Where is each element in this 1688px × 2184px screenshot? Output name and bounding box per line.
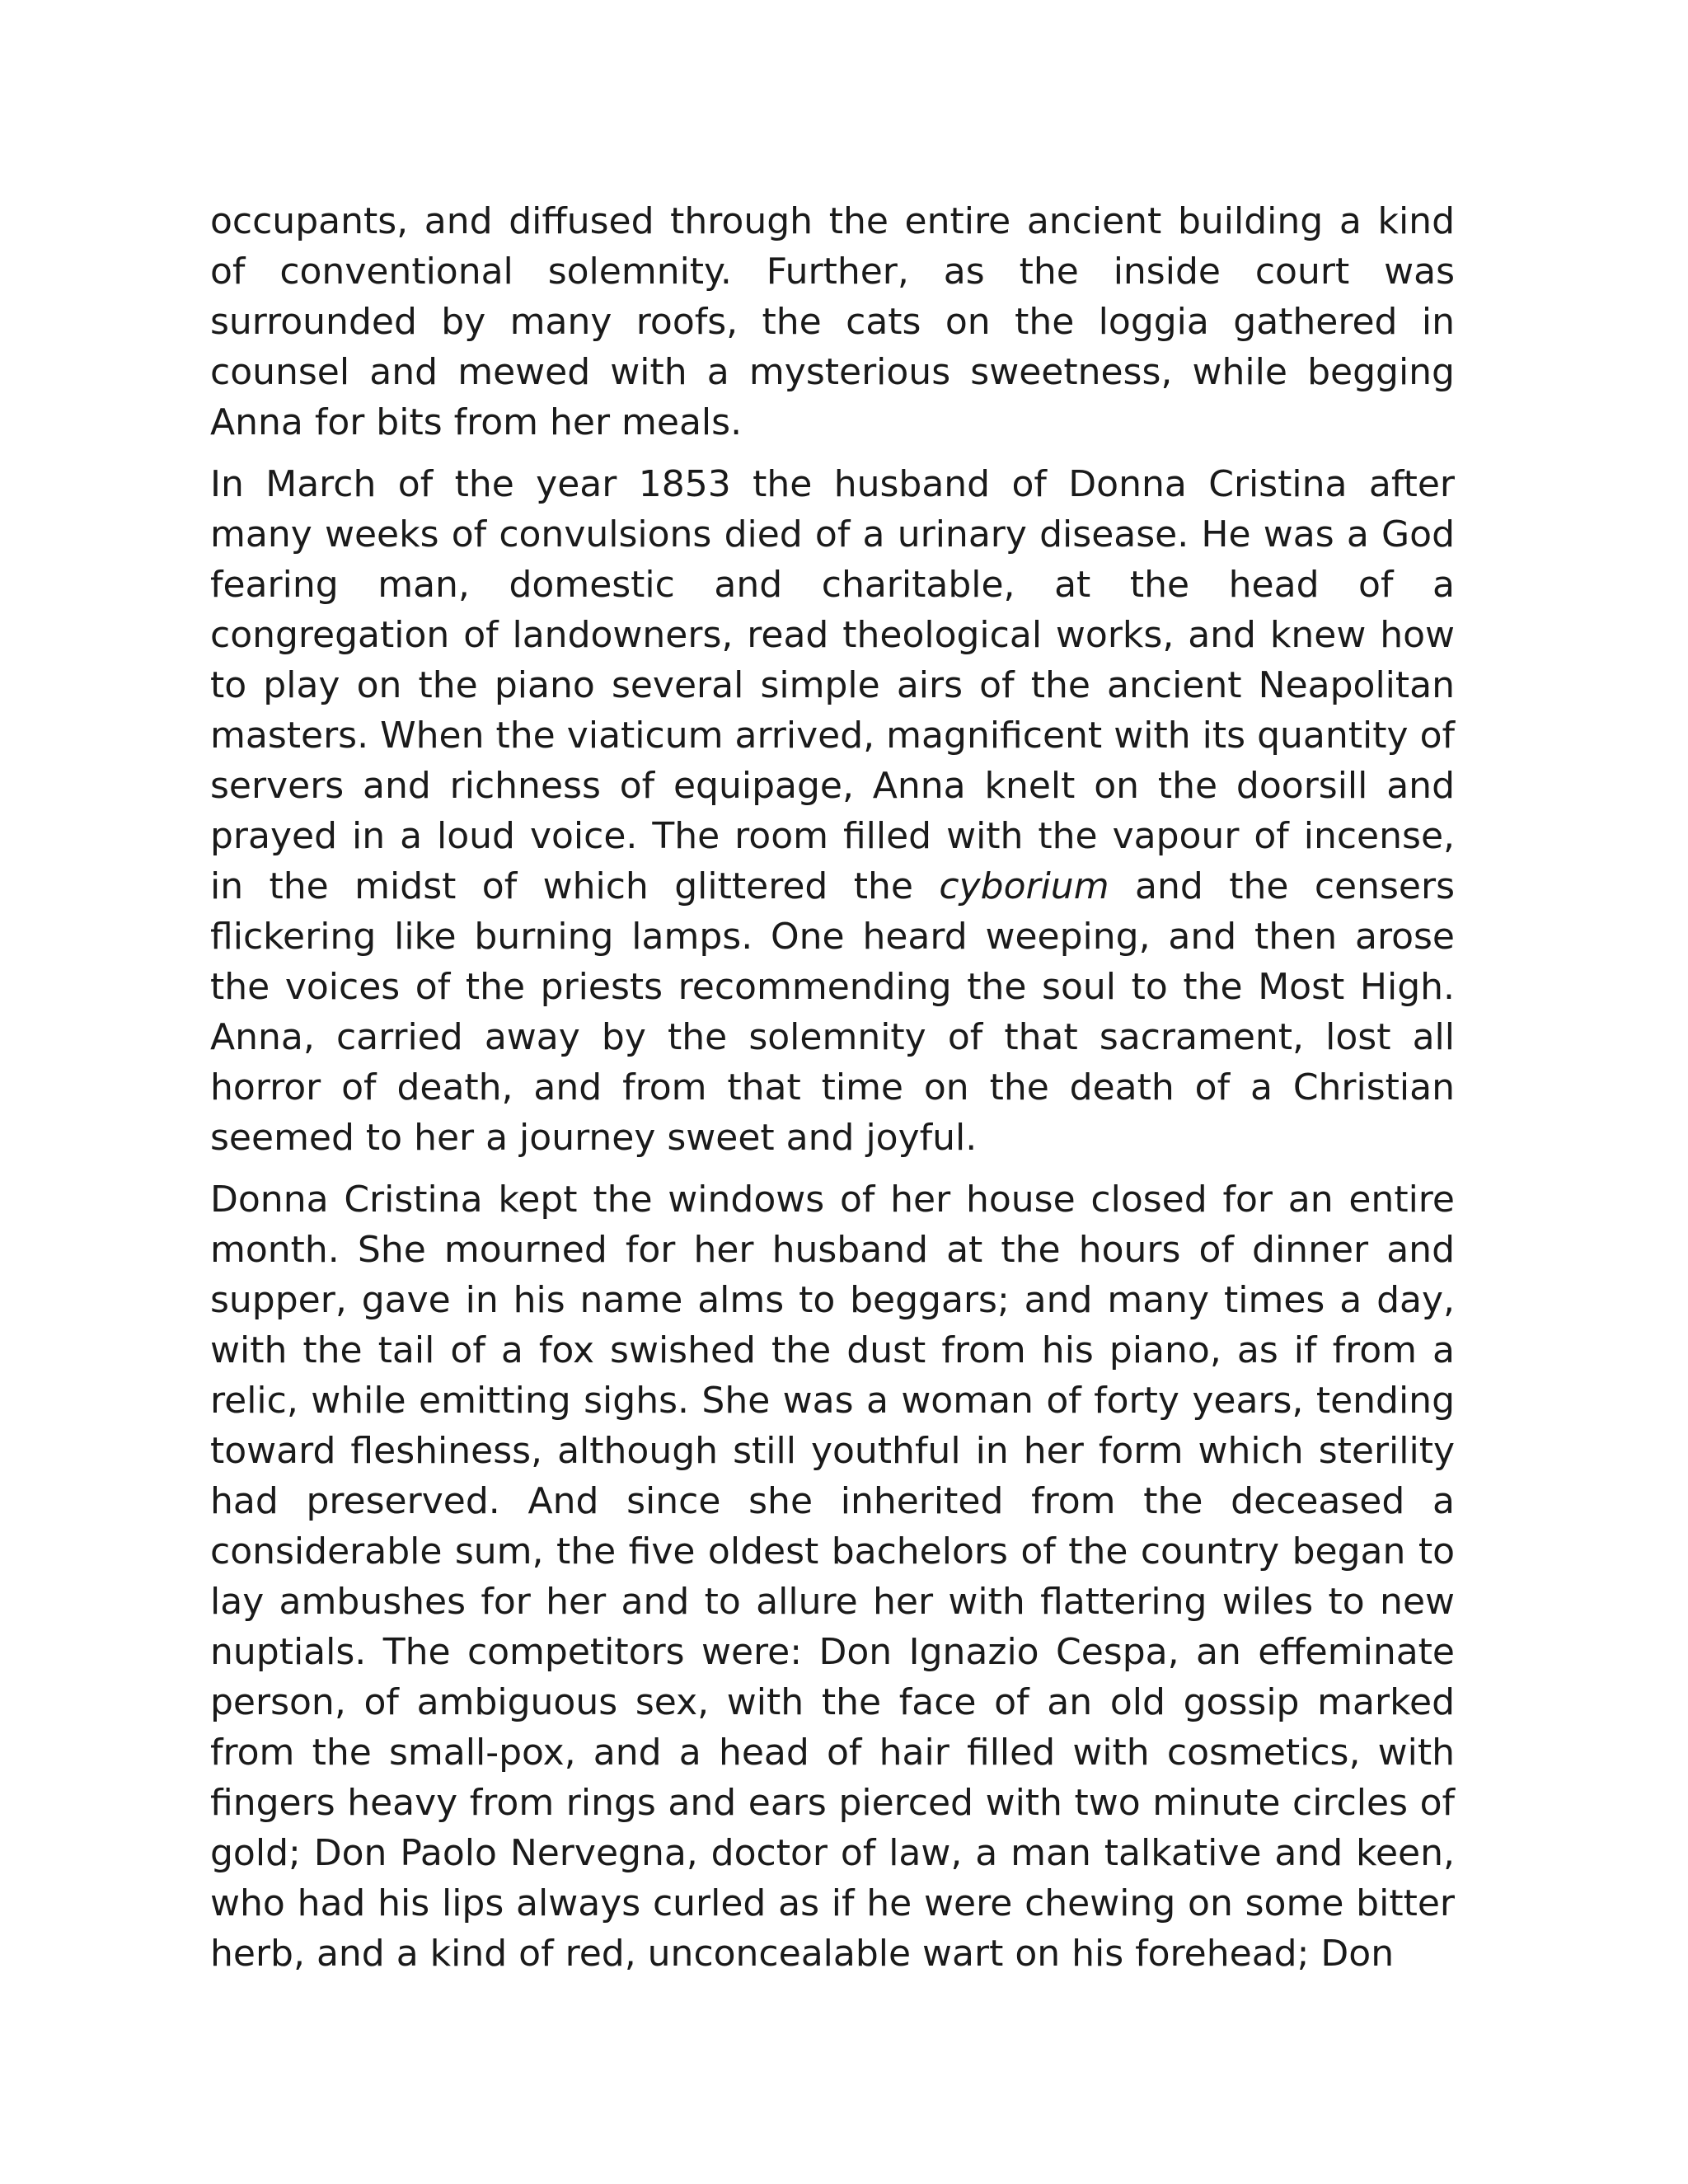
- body-text: [210, 196, 1455, 1979]
- paragraph: [210, 459, 1455, 1163]
- text-segment: and the censers flickering like burning lamps. One heard weeping, and then arose the voices of the priests recommending the soul to the Most High. Anna, carried away by the solemnity of that sacrament, lost all horror of death, and from that time on the death of a Christian seemed to her a journey sweet and joyful.: [210, 865, 1455, 1159]
- paragraph: [210, 1174, 1455, 1979]
- text-segment: Donna Cristina kept the windows of her house closed for an entire month. She mourned for her husband at the hours of dinner and supper, gave in his name alms to beggars; and many times a day, with the tail of a fox swished the dust from his piano, as if from a relic, while emitting sighs. She was a woman of forty years, tending toward fleshiness, although still youthful in her form which sterility had preserved. And since she inherited from the deceased a considerable sum, the five oldest bachelors of the country began to lay ambushes for her and to allure her with flattering wiles to new nuptials. The competitors were: Don Ignazio Cespa, an effeminate person, of ambiguous sex, with the face of an old gossip marked from the small-pox, and a head of hair filled with cosmetics, with fingers heavy from rings and ears pierced with two minute circles of gold; Don Paolo Nervegna, doctor of law, a man talkative and keen, who had his lips always curled as if he were chewing on some bitter herb, and a kind of red, unconcealable wart on his forehead; Don: [210, 1179, 1455, 1975]
- text-segment: In March of the year 1853 the husband of Donna Cristina after many weeks of convulsions died of a urinary disease. He was a God fearing man, domestic and charitable, at the head of a congregation of landowners, read theological works, and knew how to play on the piano several simple airs of the ancient Neapolitan masters. When the viaticum arrived, magnificent with its quantity of servers and richness of equipage, Anna knelt on the doorsill and prayed in a loud voice. The room filled with the vapour of incense, in the midst of which glittered the: [210, 463, 1455, 907]
- text-segment: occupants, and diffused through the entire ancient building a kind of conventional solemnity. Further, as the inside court was surrounded by many roofs, the cats on the loggia gathered in counsel and mewed with a mysterious sweetness, while begging Anna for bits from her meals.: [210, 200, 1455, 443]
- paragraph: [210, 196, 1455, 448]
- italic-term: cyborium: [939, 865, 1109, 907]
